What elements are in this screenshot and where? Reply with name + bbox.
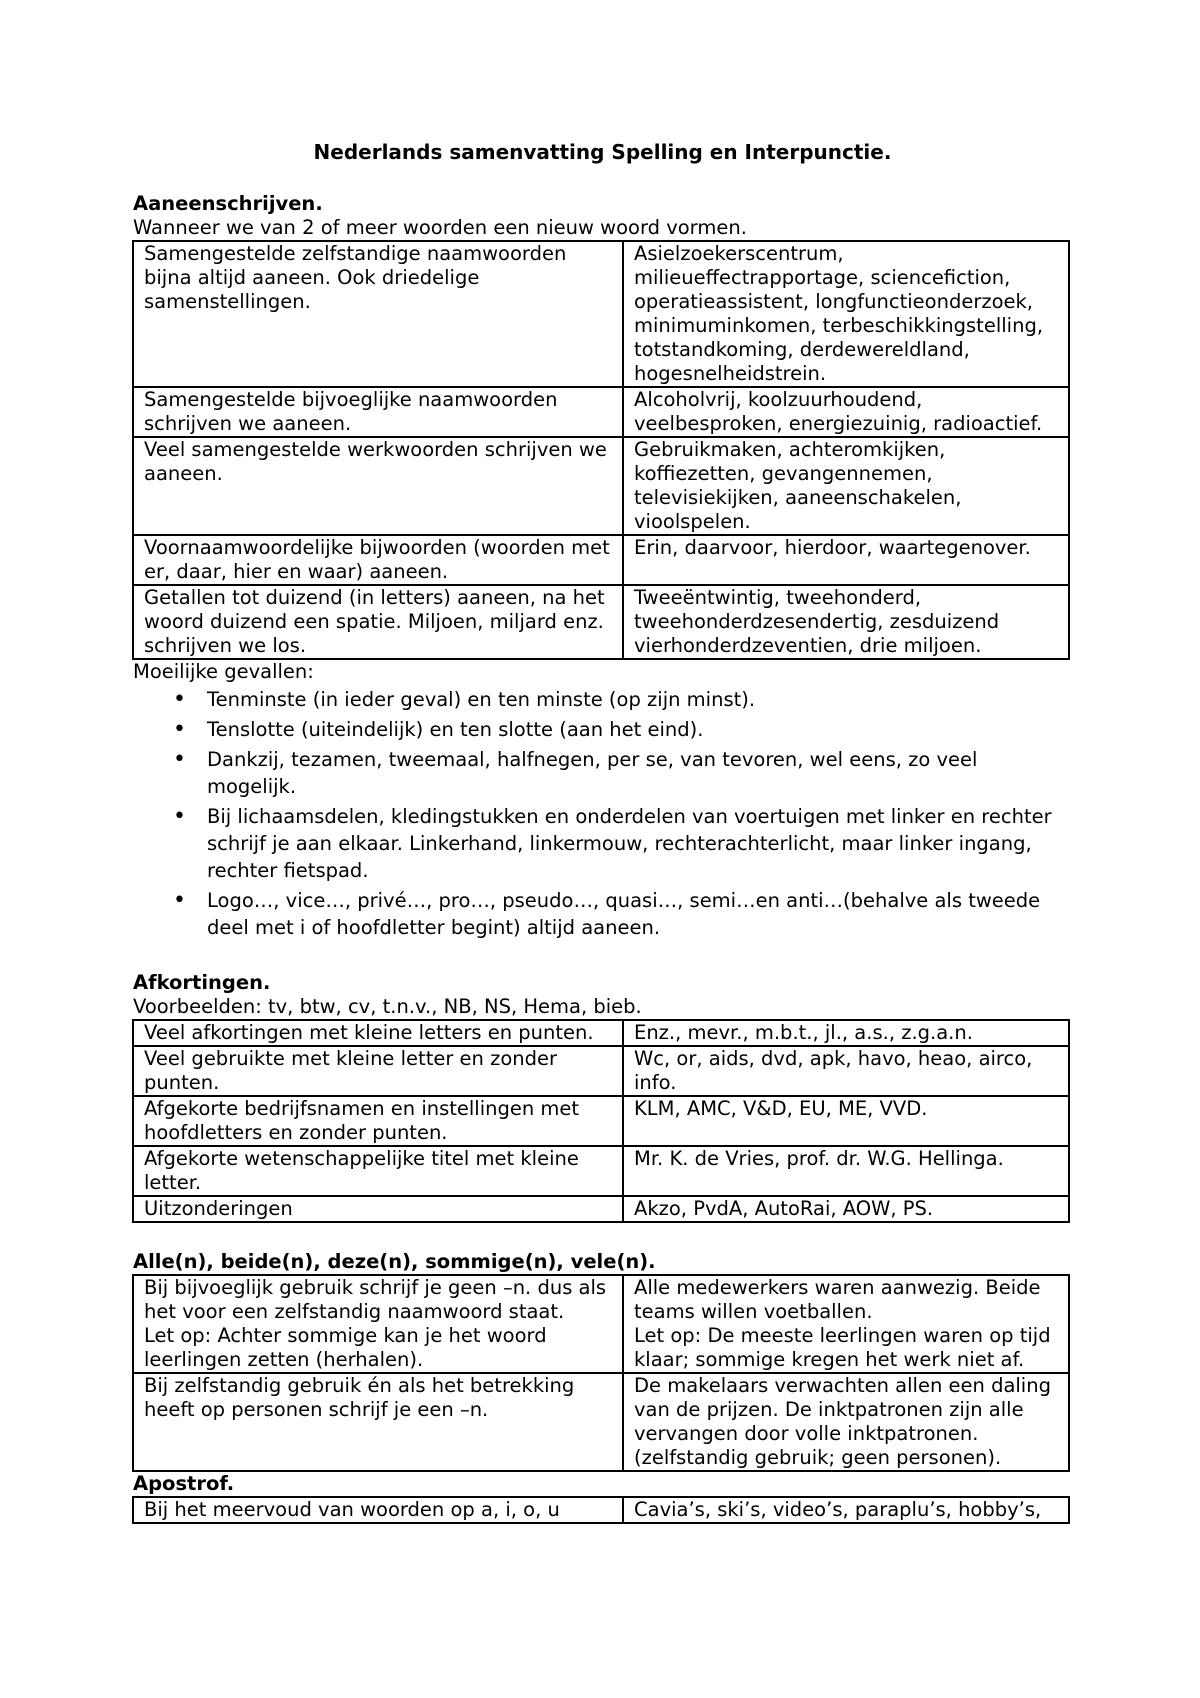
table-cell-rule: Voornaamwoordelijke bijwoorden (woorden met er, daar, hier en waar) aaneen. [133, 535, 623, 585]
section-heading-afkortingen: Afkortingen. [133, 971, 271, 994]
table-row [133, 1020, 1069, 1046]
table-cell-rule: Afgekorte bedrijfsnamen en instellingen met hoofdletters en zonder punten. [133, 1096, 623, 1146]
table-cell-example: Mr. K. de Vries, prof. dr. W.G. Hellinga. [623, 1146, 1069, 1196]
table-row [133, 241, 1069, 387]
list-item: • Dankzij, tezamen, tweemaal, halfnegen, per se, van tevoren, wel eens, zo veel mogelijk. [207, 746, 1072, 800]
cell-paragraph: Let op: De meeste leerlingen waren op tijd klaar; sommige kregen het werk niet af. [634, 1324, 1051, 1371]
spacer [133, 1223, 1072, 1250]
table-cell-rule [133, 1275, 623, 1373]
section-intro-afkortingen: Voorbeelden: tv, btw, cv, t.n.v., NB, NS, Hema, bieb. [133, 995, 642, 1018]
apostrof-table [132, 1496, 1070, 1524]
list-item: • Logo…, vice…, privé…, pro…, pseudo…, quasi…, semi…en anti…(behalve als tweede deel met i of hoofdletter begint) altijd aaneen. [207, 887, 1072, 941]
table-row [133, 1046, 1069, 1096]
difficult-cases-label: Moeilijke gevallen: [133, 660, 314, 683]
section-heading-apostrof: Apostrof. [133, 1472, 235, 1495]
spacer [133, 944, 1072, 971]
table-cell-example: Alcoholvrij, koolzuurhoudend, veelbesproken, energiezuinig, radioactief. [623, 387, 1069, 437]
table-cell-rule: Afgekorte wetenschappelijke titel met kleine letter. [133, 1146, 623, 1196]
list-item: • Tenslotte (uiteindelijk) en ten slotte (aan het eind). [207, 716, 1072, 743]
table-row [133, 585, 1069, 659]
table-row [133, 1096, 1069, 1146]
section-heading-alle: Alle(n), beide(n), deze(n), sommige(n), vele(n). [133, 1250, 656, 1273]
list-item: • Bij lichaamsdelen, kledingstukken en onderdelen van voertuigen met linker en rechter schrijf je aan elkaar. Linkerhand, linkermouw, rechterachterlicht, maar linker ingang, rechter fietspad. [207, 803, 1072, 884]
table-cell-rule: Samengestelde zelfstandige naamwoorden bijna altijd aaneen. Ook driedelige samenstellingen. [133, 241, 623, 387]
table-row [133, 535, 1069, 585]
table-cell-example: Cavia’s, ski’s, video’s, paraplu’s, hobby’s, [623, 1497, 1069, 1523]
table-cell-example: Akzo, PvdA, AutoRai, AOW, PS. [623, 1196, 1069, 1222]
cell-paragraph: Alle medewerkers waren aanwezig. Beide teams willen voetballen. [634, 1276, 1041, 1323]
section-intro-aaneenschrijven: Wanneer we van 2 of meer woorden een nieuw woord vormen. [133, 216, 747, 239]
cell-paragraph: Bij bijvoeglijk gebruik schrijf je geen –n. dus als het voor een zelfstandig naamwoord staat. [144, 1276, 607, 1323]
table-row [133, 437, 1069, 535]
table-cell-rule: Samengestelde bijvoeglijke naamwoorden schrijven we aaneen. [133, 387, 623, 437]
section-heading-aaneenschrijven: Aaneenschrijven. [133, 192, 323, 215]
document-title: Nederlands samenvatting Spelling en Interpunctie. [313, 140, 892, 164]
table-row [133, 1275, 1069, 1373]
cell-paragraph: De makelaars verwachten allen een daling van de prijzen. De inktpatronen zijn alle vervangen door volle inktpatronen. (zelfstandig gebruik; geen personen). [634, 1374, 1051, 1469]
table-cell-example: Tweeëntwintig, tweehonderd, tweehonderdzesendertig, zesduizend vierhonderdzeventien, drie miljoen. [623, 585, 1069, 659]
table-cell-rule: Getallen tot duizend (in letters) aaneen, na het woord duizend een spatie. Miljoen, miljard enz. schrijven we los. [133, 585, 623, 659]
table-cell-example: Asielzoekerscentrum, milieueffectrapportage, sciencefiction, operatieassistent, longfunctieonderzoek, minimuminkomen, terbeschikkingstelling, totstandkoming, derdewereldland, hogesnelheidstrein. [623, 241, 1069, 387]
table-cell-rule: Veel afkortingen met kleine letters en punten. [133, 1020, 623, 1046]
table-row [133, 1146, 1069, 1196]
table-cell-rule: Veel gebruikte met kleine letter en zonder punten. [133, 1046, 623, 1096]
cell-paragraph: Let op: Achter sommige kan je het woord leerlingen zetten (herhalen). [144, 1324, 547, 1371]
aaneenschrijven-table [132, 240, 1070, 660]
list-item: • Tenminste (in ieder geval) en ten minste (op zijn minst). [207, 686, 1072, 713]
table-cell-rule: Bij het meervoud van woorden op a, i, o, u [133, 1497, 623, 1523]
table-cell-example: KLM, AMC, V&D, EU, ME, VVD. [623, 1096, 1069, 1146]
table-cell-example [623, 1373, 1069, 1471]
afkortingen-table [132, 1019, 1070, 1223]
table-cell-rule: Veel samengestelde werkwoorden schrijven we aaneen. [133, 437, 623, 535]
cell-paragraph: Bij zelfstandig gebruik én als het betrekking heeft op personen schrijf je een –n. [144, 1374, 575, 1421]
table-row [133, 1497, 1069, 1523]
table-cell-example [623, 1275, 1069, 1373]
table-row [133, 1373, 1069, 1471]
alle-table [132, 1274, 1070, 1472]
table-row [133, 387, 1069, 437]
table-cell-example: Enz., mevr., m.b.t., jl., a.s., z.g.a.n. [623, 1020, 1069, 1046]
table-cell-rule: Uitzonderingen [133, 1196, 623, 1222]
table-cell-rule [133, 1373, 623, 1471]
table-cell-example: Wc, or, aids, dvd, apk, havo, heao, airco, info. [623, 1046, 1069, 1096]
difficult-cases-list [133, 686, 1072, 941]
table-cell-example: Erin, daarvoor, hierdoor, waartegenover. [623, 535, 1069, 585]
table-cell-example: Gebruikmaken, achteromkijken, koffiezetten, gevangennemen, televisiekijken, aaneenschakelen, vioolspelen. [623, 437, 1069, 535]
table-row [133, 1196, 1069, 1222]
